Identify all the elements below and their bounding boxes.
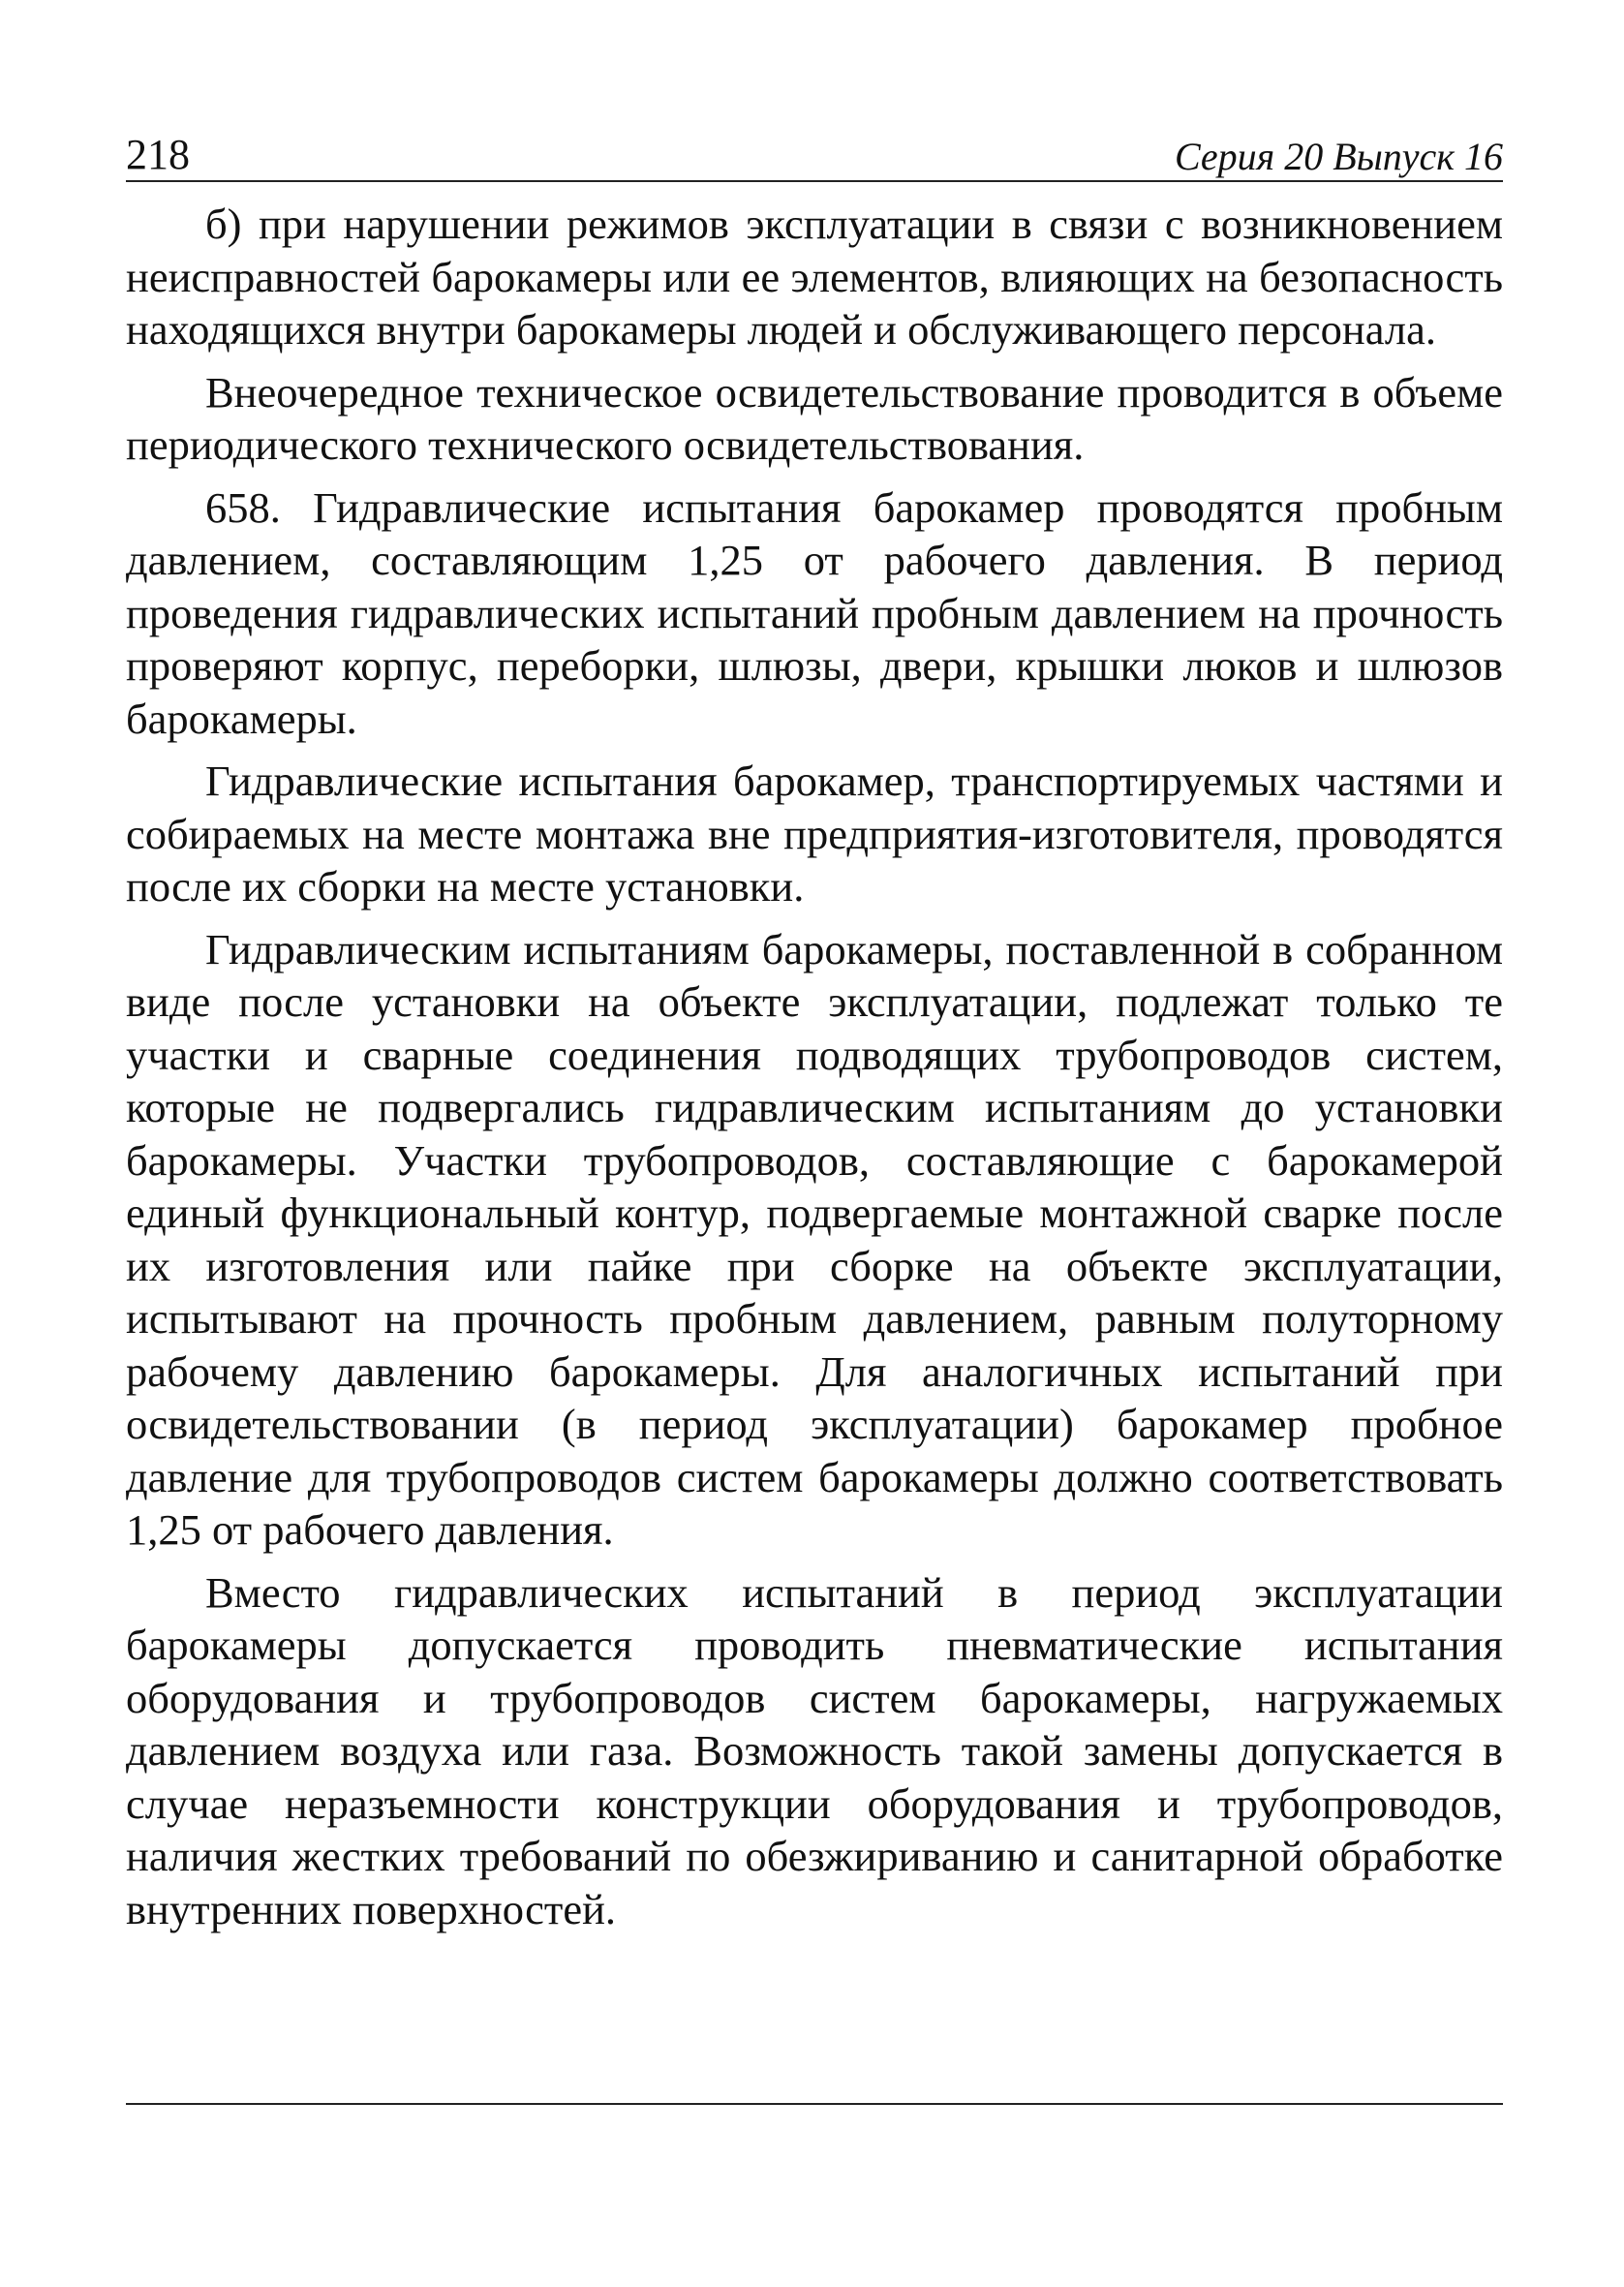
paragraph: 658. Гидравлические испытания барокамер проводятся пробным давлением, составляющим 1,25 от рабочего давления. В период проведения гидравлических испытаний пробным давлением на прочность проверяют корпус, переборки, шлюзы, двери, крышки люков и шлюзов барокамеры.: [126, 482, 1503, 743]
page-number: 218: [126, 131, 190, 178]
running-title: Серия 20 Выпуск 16: [1174, 135, 1503, 178]
paragraph: Вместо гидравлических испытаний в период эксплуатации барокамеры допускается проводить пневматические испытания оборудования и трубопроводов систем барокамеры, нагружаемых давлением воздуха или газа. Возможность такой замены допускается в случае неразъемности конструкции оборудования и трубопроводов, наличия жестких требований по обезжириванию и санитарной обработке внутренних поверхностей.: [126, 1567, 1503, 1933]
paragraph: б) при нарушении режимов эксплуатации в связи с возникновением неисправностей барокамеры или ее элементов, влияющих на безопасность находящихся внутри барокамеры людей и обслуживающего персонала.: [126, 200, 1503, 354]
body-text: [126, 198, 1503, 1935]
paragraph: Внеочередное техническое освидетельствование проводится в объеме периодического технического освидетельствования.: [126, 367, 1503, 469]
document-page: [126, 126, 1503, 1935]
paragraph: Гидравлическим испытаниям барокамеры, поставленной в собранном виде после установки на объекте эксплуатации, подлежат только те участки и сварные соединения подводящих трубопроводов систем, которые не подвергались гидравлическим испытаниям до установки барокамеры. Участки трубопроводов, составляющие с барокамерой единый функциональный контур, подвергаемые монтажной сварке после их изготовления или пайке при сборке на объекте эксплуатации, испытывают на прочность пробным давлением, равным полуторному рабочему давлению барокамеры. Для аналогичных испытаний при освидетельствовании (в период эксплуатации) барокамер пробное давление для трубопроводов систем барокамеры должно соответствовать 1,25 от рабочего давления.: [126, 924, 1503, 1554]
page-header: [126, 126, 1503, 182]
paragraph: Гидравлические испытания барокамер, транспортируемых частями и собираемых на месте монтажа вне предприятия-изготовителя, проводятся после их сборки на месте установки.: [126, 757, 1503, 911]
footer-rule: [126, 2103, 1503, 2105]
